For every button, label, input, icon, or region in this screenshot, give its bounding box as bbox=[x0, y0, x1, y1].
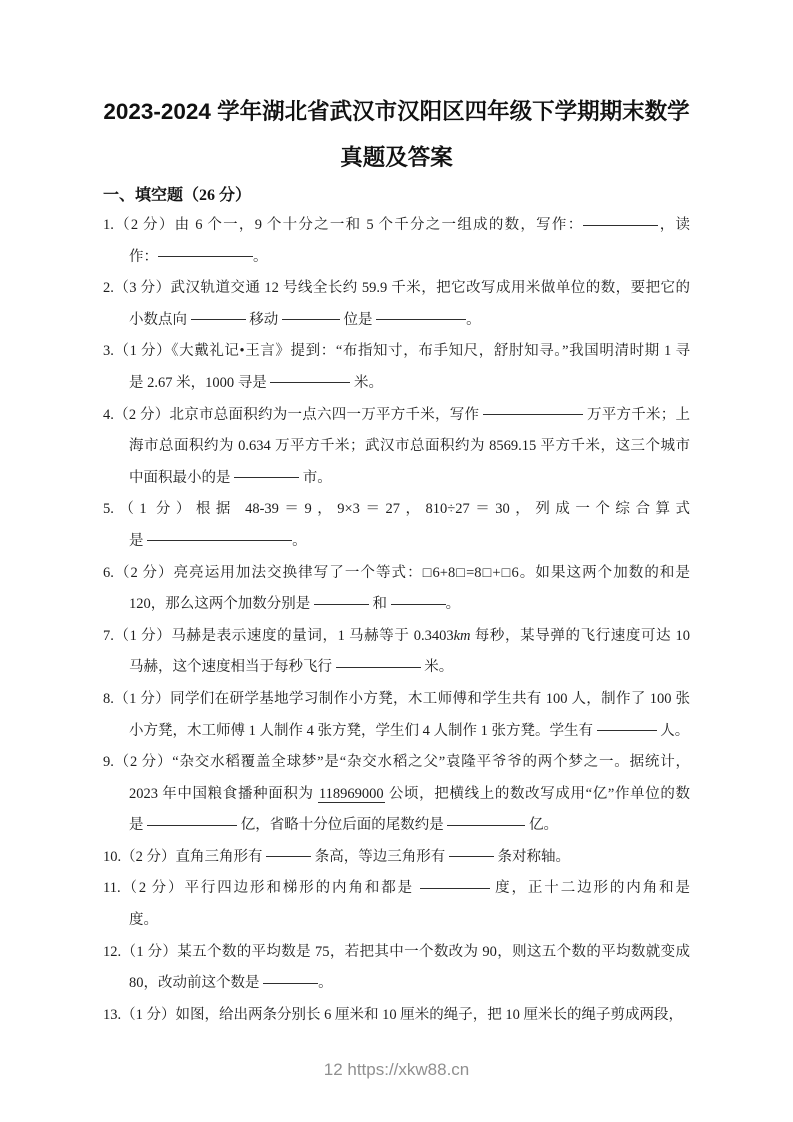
question-text: 米。 bbox=[420, 659, 454, 676]
question-item bbox=[103, 558, 690, 621]
question-text: 度。 bbox=[129, 912, 158, 929]
page-number-and-url: 12 https://xkw88.cn bbox=[323, 1060, 470, 1079]
question-text: 作： bbox=[129, 248, 158, 265]
question-item bbox=[103, 873, 690, 936]
answer-blank bbox=[282, 305, 340, 321]
question-line bbox=[103, 873, 690, 905]
question-text: 是 bbox=[129, 817, 148, 834]
question-text: 3.（1 分）《大戴礼记•王言》提到：“布指知寸，布手知尺，舒肘知寻。”我国明清时期 1 寻 bbox=[103, 343, 690, 360]
question-line bbox=[103, 368, 690, 400]
question-text: 是 2.67 米，1000 寻是 bbox=[129, 374, 271, 391]
question-item bbox=[103, 842, 690, 874]
question-line bbox=[103, 747, 690, 779]
answer-blank bbox=[420, 873, 490, 889]
answer-blank bbox=[391, 589, 446, 605]
question-text: 条对称轴。 bbox=[493, 848, 570, 865]
answer-blank bbox=[266, 842, 311, 858]
question-text: 9.（2 分）“杂交水稻覆盖全球梦”是“杂交水稻之父”袁隆平爷爷的两个梦之一。据统计， bbox=[103, 754, 690, 771]
question-line bbox=[103, 589, 690, 621]
question-text: 7.（1 分）马赫是表示速度的量词，1 马赫等于 0.3403 bbox=[103, 627, 454, 644]
question-text: 小方凳，木工师傅 1 人制作 4 张方凳，学生们 4 人制作 1 张方凳。学生有 bbox=[129, 722, 597, 739]
question-text: 13.（1 分）如图，给出两条分别长 6 厘米和 10 厘米的绳子，把 10 厘米长的绳子剪成两段， bbox=[103, 1006, 683, 1023]
question-text: 马赫，这个速度相当于每秒飞行 bbox=[129, 659, 336, 676]
question-text: 亿。 bbox=[525, 817, 558, 834]
question-text: 。 bbox=[292, 532, 307, 549]
answer-blank bbox=[147, 526, 292, 542]
question-line bbox=[103, 842, 690, 874]
question-line bbox=[103, 937, 690, 969]
question-line bbox=[103, 273, 690, 305]
question-line bbox=[103, 905, 690, 937]
question-text: 12.（1 分）某五个数的平均数是 75，若把其中一个数改为 90，则这五个数的平均数就变成 bbox=[103, 943, 690, 960]
question-line bbox=[103, 779, 690, 811]
answer-blank bbox=[270, 368, 350, 384]
question-line bbox=[103, 526, 690, 558]
title-line-1: 2023-2024 学年湖北省武汉市汉阳区四年级下学期期末数学 bbox=[103, 99, 690, 124]
question-line bbox=[103, 684, 690, 716]
question-text: 公顷，把横线上的数改写成用“亿”作单位的数 bbox=[384, 785, 691, 802]
question-text: 人。 bbox=[656, 722, 690, 739]
question-item bbox=[103, 400, 690, 495]
answer-blank bbox=[483, 400, 583, 416]
question-line bbox=[103, 652, 690, 684]
page-footer bbox=[0, 1060, 793, 1080]
underlined-number: 118969000 bbox=[318, 785, 384, 802]
answer-blank bbox=[583, 210, 658, 226]
question-text: 11.（2 分）平行四边形和梯形的内角和都是 bbox=[103, 880, 420, 897]
question-line bbox=[103, 463, 690, 495]
question-text: 。 bbox=[253, 248, 268, 265]
question-text: 条高，等边三角形有 bbox=[311, 848, 449, 865]
answer-blank bbox=[447, 810, 525, 826]
answer-blank bbox=[314, 589, 369, 605]
question-text: 亿，省略十分位后面的尾数约是 bbox=[237, 817, 448, 834]
question-text: km bbox=[453, 627, 471, 644]
question-line bbox=[103, 716, 690, 748]
answer-blank bbox=[449, 842, 494, 858]
question-item bbox=[103, 747, 690, 842]
questions bbox=[103, 210, 690, 1031]
question-item bbox=[103, 336, 690, 399]
question-item bbox=[103, 621, 690, 684]
question-text: 1.（2 分）由 6 个一，9 个十分之一和 5 个千分之一组成的数，写作： bbox=[103, 217, 584, 233]
title-line-2: 真题及答案 bbox=[340, 145, 453, 170]
question-item bbox=[103, 273, 690, 336]
question-line bbox=[103, 494, 690, 526]
question-text: 4.（2 分）北京市总面积约为一点六四一万平方千米，写作 bbox=[103, 406, 484, 423]
document-title bbox=[0, 0, 793, 181]
question-text: 海市总面积约为 0.634 万平方千米；武汉市总面积约为 8569.15 平方千米，这三个城市 bbox=[129, 438, 690, 455]
question-text: 度，正十二边形的内角和是 bbox=[489, 880, 690, 897]
question-text: 5.（1 分）根据 48-39＝9，9×3＝27，810÷27＝30，列成一个综合算式 bbox=[103, 501, 690, 518]
answer-blank bbox=[263, 968, 318, 984]
question-text: 。 bbox=[445, 596, 461, 613]
question-item bbox=[103, 684, 690, 747]
question-line bbox=[103, 810, 690, 842]
question-text: 2023 年中国粮食播种面积为 bbox=[129, 785, 318, 802]
question-text: ，读 bbox=[658, 217, 691, 233]
question-text: 和 bbox=[368, 596, 391, 613]
question-text: 10.（2 分）直角三角形有 bbox=[103, 848, 267, 865]
question-text: 。 bbox=[466, 311, 481, 328]
question-line bbox=[103, 431, 690, 463]
answer-blank bbox=[158, 242, 253, 258]
question-text: 每秒，某导弹的飞行速度可达 10 bbox=[470, 627, 690, 644]
question-text: 120，那么这两个加数分别是 bbox=[129, 596, 314, 613]
question-text: 市。 bbox=[299, 469, 332, 486]
answer-blank bbox=[147, 810, 237, 826]
question-text: 位是 bbox=[339, 311, 377, 328]
question-item bbox=[103, 494, 690, 557]
question-line bbox=[103, 336, 690, 368]
answer-blank bbox=[597, 716, 657, 732]
answer-blank bbox=[376, 305, 466, 321]
question-item bbox=[103, 1000, 690, 1032]
question-text: 6.（2 分）亮亮运用加法交换律写了一个等式：□6+8□=8□+□6。如果这两个加数的和是 bbox=[103, 564, 690, 581]
question-text: 小数点向 bbox=[129, 311, 191, 328]
question-item bbox=[103, 937, 690, 1000]
question-line bbox=[103, 400, 690, 432]
question-text: 是 bbox=[129, 532, 148, 549]
question-line bbox=[103, 305, 690, 337]
question-item bbox=[103, 210, 690, 273]
question-text: 万平方千米；上 bbox=[583, 406, 690, 423]
question-text: 8.（1 分）同学们在研学基地学习制作小方凳，木工师傅和学生共有 100 人，制作了 100 张 bbox=[103, 690, 690, 707]
section-header: 一、填空题（26 分） bbox=[103, 187, 252, 204]
question-text: 2.（3 分）武汉轨道交通 12 号线全长约 59.9 千米，把它改写成用米做单位的数，要把它的 bbox=[103, 280, 690, 297]
question-text: 移动 bbox=[245, 311, 282, 328]
answer-blank bbox=[191, 305, 246, 321]
question-line bbox=[103, 210, 690, 242]
question-text: 80，改动前这个数是 bbox=[129, 975, 264, 992]
question-text: 米。 bbox=[350, 374, 383, 391]
question-line bbox=[103, 968, 690, 1000]
question-text: 。 bbox=[318, 975, 333, 992]
question-line bbox=[103, 1000, 690, 1032]
answer-blank bbox=[234, 463, 299, 479]
question-line bbox=[103, 242, 690, 274]
question-text: 中面积最小的是 bbox=[129, 469, 235, 486]
question-line bbox=[103, 558, 690, 590]
question-line bbox=[103, 621, 690, 653]
answer-blank bbox=[336, 652, 421, 668]
